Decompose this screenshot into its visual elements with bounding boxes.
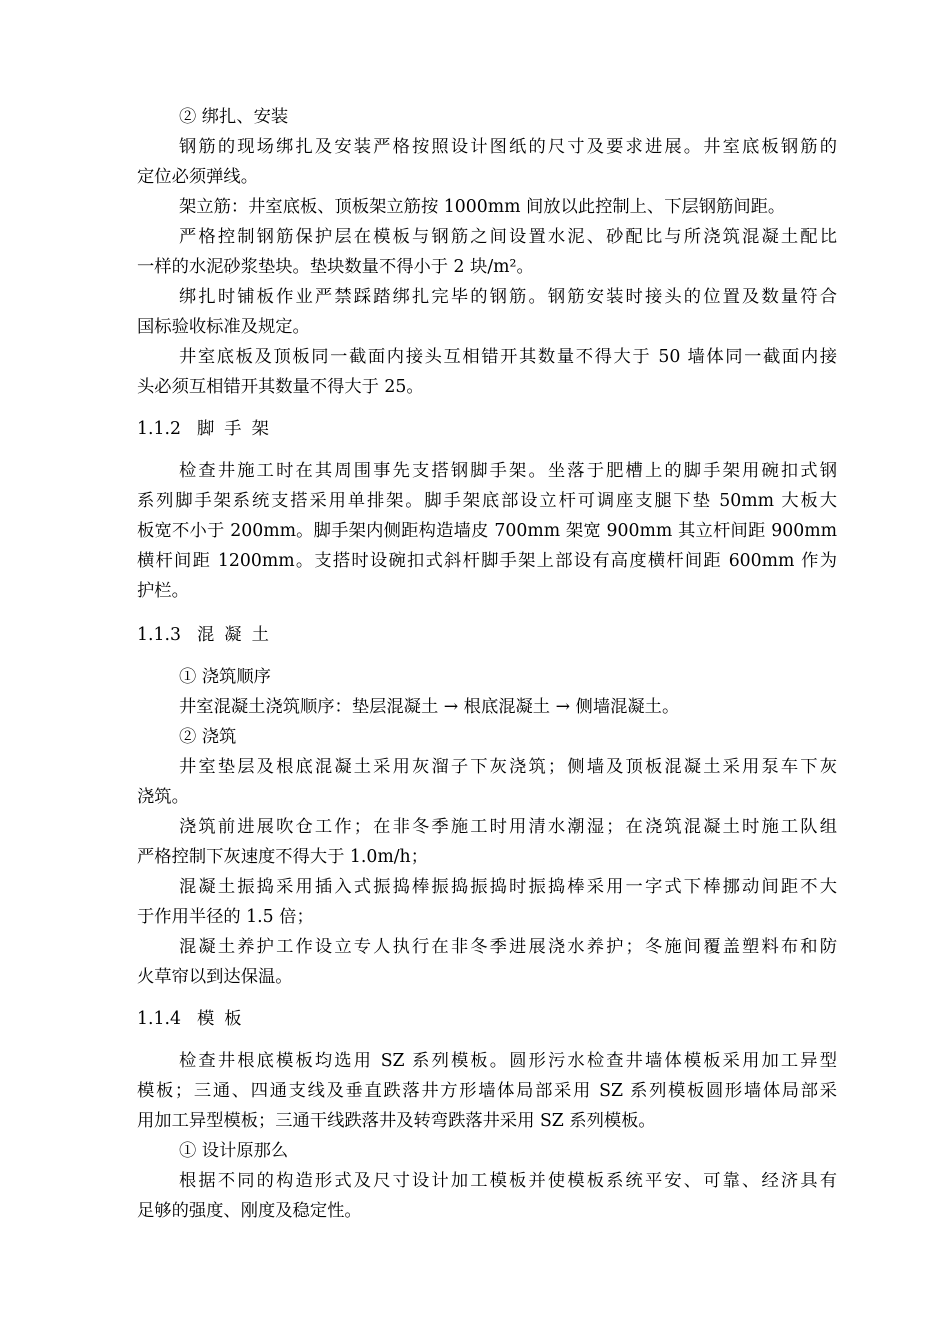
paragraph-line: 板宽不小于 200mm。脚手架内侧距构造墙皮 700mm 架宽 900mm 其立杆间距 900mm: [137, 521, 837, 541]
paragraph-line: 绑扎时铺板作业严禁踩踏绑扎完毕的钢筋。钢筋安装时接头的位置及数量符合: [179, 287, 837, 307]
paragraph-line: 混凝土振捣采用插入式振捣棒振捣振捣时振捣棒采用一字式下棒挪动间距不大: [179, 877, 837, 897]
paragraph-line: 足够的强度、刚度及稳定性。: [137, 1201, 362, 1221]
paragraph-line: 根据不同的构造形式及尺寸设计加工模板并使模板系统平安、可靠、经济具有: [179, 1171, 837, 1191]
section-heading: [137, 1004, 252, 1034]
paragraph-line: 火草帘以到达保温。: [137, 967, 293, 987]
paragraph-line: 一样的水泥砂浆垫块。垫块数量不得小于 2 块/m²。: [137, 257, 534, 277]
paragraph-line: 浇筑前进展吹仓工作；在非冬季施工时用清水潮湿；在浇筑混凝土时施工队组: [179, 817, 837, 837]
paragraph-line: 横杆间距 1200mm。支搭时设碗扣式斜杆脚手架上部设有高度横杆间距 600mm 作为: [137, 551, 837, 571]
paragraph-line: 井室垫层及根底混凝土采用灰溜子下灰浇筑；侧墙及顶板混凝土采用泵车下灰: [179, 757, 837, 777]
section-title: 脚手架: [197, 419, 279, 439]
paragraph-line: 混凝土养护工作设立专人执行在非冬季进展浇水养护；冬施间覆盖塑料布和防: [179, 937, 837, 957]
paragraph-line: 国标验收标准及规定。: [137, 317, 310, 337]
paragraph-line: 模板；三通、四通支线及垂直跌落井方形墙体局部采用 SZ 系列模板圆形墙体局部采: [137, 1081, 837, 1101]
paragraph-line: 井室混凝土浇筑顺序：垫层混凝土 → 根底混凝土 → 侧墙混凝土。: [179, 697, 680, 717]
paragraph-line: 护栏。: [137, 581, 189, 601]
paragraph-line: 于作用半径的 1.5 倍；: [137, 907, 314, 927]
section-heading: [137, 414, 279, 444]
section-title: 混凝土: [197, 625, 279, 645]
subheading-line: ② 浇筑: [179, 727, 237, 747]
section-heading: [137, 620, 279, 650]
paragraph-line: 定位必须弹线。: [137, 167, 258, 187]
section-title: 模板: [197, 1009, 252, 1029]
section-number: 1.1.2: [137, 419, 181, 439]
paragraph-line: 检查井根底模板均选用 SZ 系列模板。圆形污水检查井墙体模板采用加工异型: [179, 1051, 837, 1071]
paragraph-line: 严格控制下灰速度不得大于 1.0m/h；: [137, 847, 428, 867]
section-number: 1.1.3: [137, 625, 181, 645]
paragraph-line: 用加工异型模板；三通干线跌落井及转弯跌落井采用 SZ 系列模板。: [137, 1111, 656, 1131]
subheading-line: ① 设计原那么: [179, 1141, 289, 1161]
paragraph-line: 严格控制钢筋保护层在模板与钢筋之间设置水泥、砂配比与所浇筑混凝土配比: [179, 227, 837, 247]
paragraph-line: 头必须互相错开其数量不得大于 25。: [137, 377, 424, 397]
paragraph-line: 架立筋：井室底板、顶板架立筋按 1000mm 间放以此控制上、下层钢筋间距。: [179, 197, 786, 217]
paragraph-line: 浇筑。: [137, 787, 189, 807]
paragraph-line: 钢筋的现场绑扎及安装严格按照设计图纸的尺寸及要求进展。井室底板钢筋的: [179, 137, 837, 157]
paragraph-line: 系列脚手架系统支搭采用单排架。脚手架底部设立杆可调座支腿下垫 50mm 大板大: [137, 491, 837, 511]
section-number: 1.1.4: [137, 1009, 181, 1029]
paragraph-line: 检查井施工时在其周围事先支搭钢脚手架。坐落于肥槽上的脚手架用碗扣式钢: [179, 461, 837, 481]
paragraph-line: 井室底板及顶板同一截面内接头互相错开其数量不得大于 50 墙体同一截面内接: [179, 347, 837, 367]
subheading-line: ① 浇筑顺序: [179, 667, 271, 687]
subheading-line: ② 绑扎、安装: [179, 107, 289, 127]
